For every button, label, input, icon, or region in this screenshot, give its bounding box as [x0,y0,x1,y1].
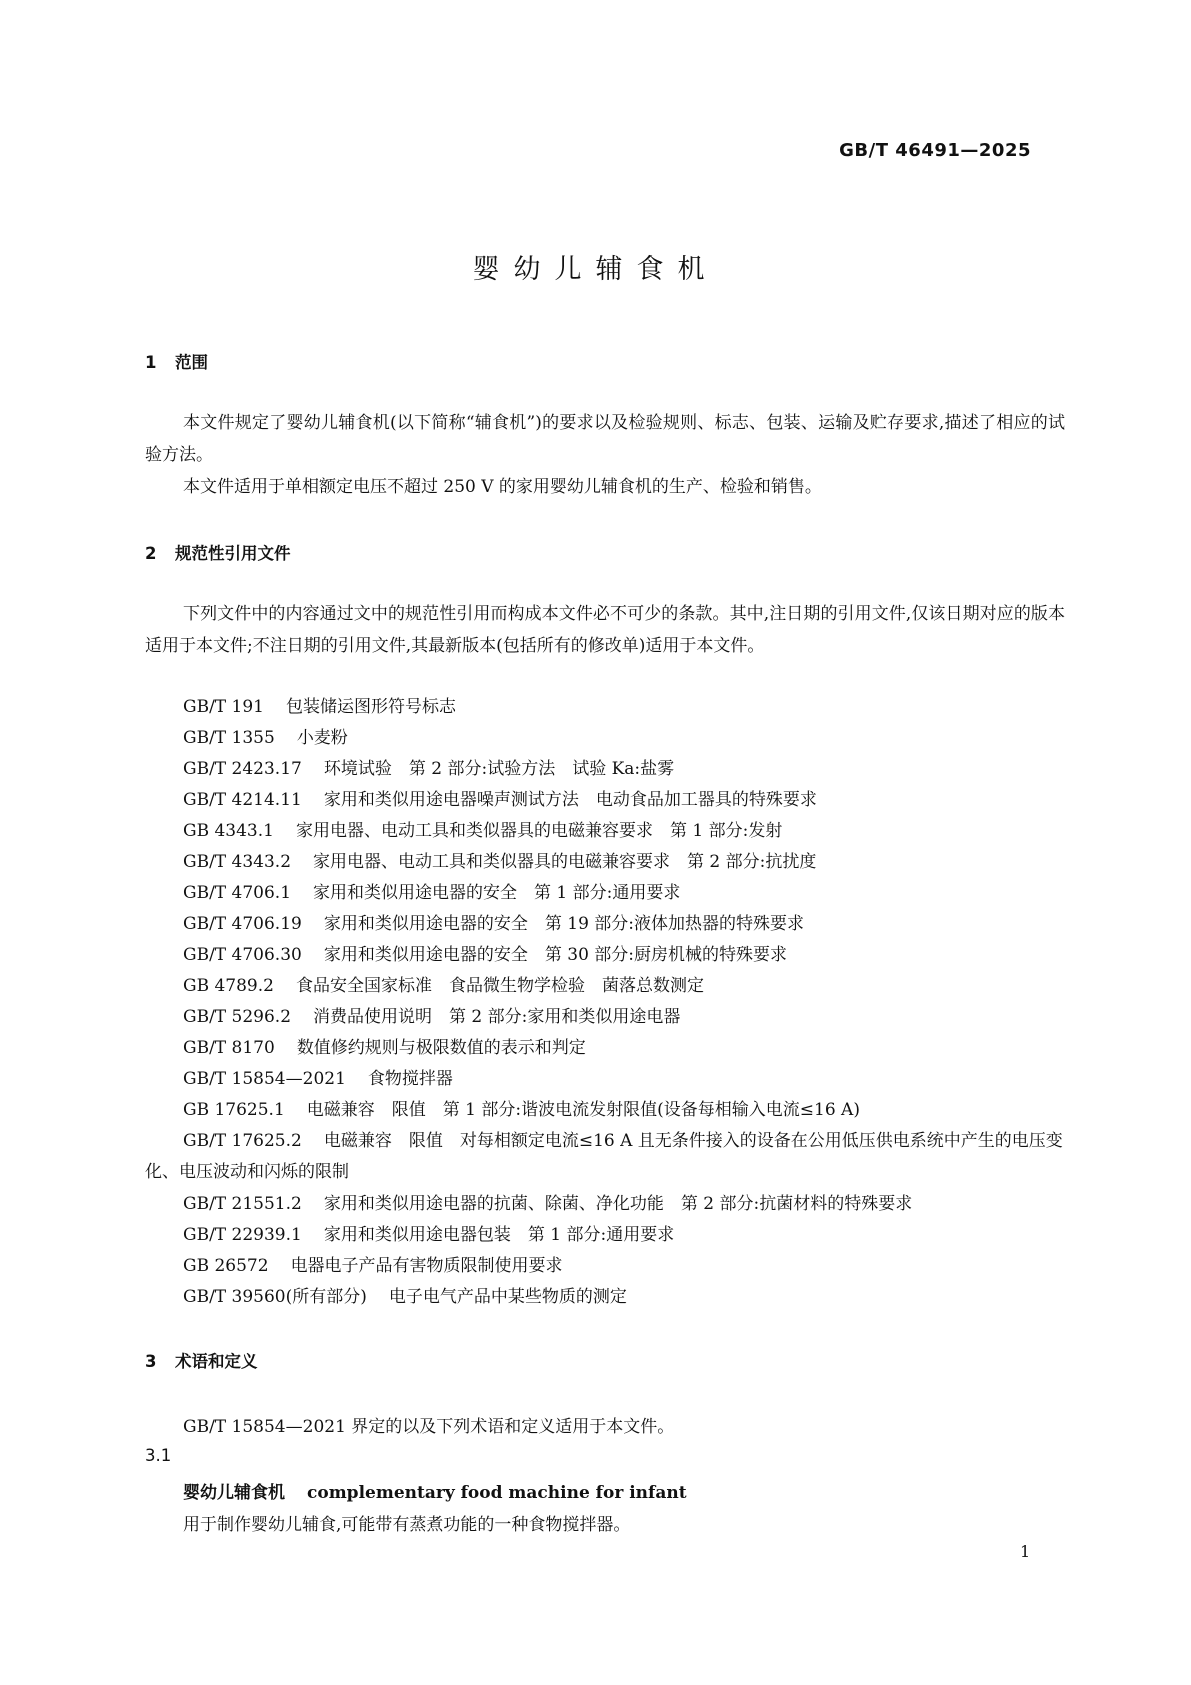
reference-title: 食品安全国家标准 食品微生物学检验 菌落总数测定 [295,976,704,996]
term-name-en: complementary food machine for infant [307,1483,687,1503]
reference-title: 电器电子产品有害物质限制使用要求 [290,1256,563,1276]
section-heading-terms [145,1348,258,1372]
reference-code: GB/T 2423.17 [183,759,302,779]
reference-code: GB 17625.1 [183,1100,285,1120]
reference-item [183,1189,912,1220]
section-number: 1 [145,353,157,372]
reference-title: 包装储运图形符号标志 [286,697,456,717]
standard-code: GB/T 46491—2025 [839,140,1031,161]
reference-title: 电磁兼容 限值 第 1 部分:谐波电流发射限值(设备每相输入电流≤16 A) [306,1100,860,1120]
term-number: 3.1 [145,1446,172,1465]
reference-title: 电磁兼容 限值 对每相额定电流≤16 A 且无条件接入的设备在公用低压供电系统中产生的电压变化、电压波动和闪烁的限制 [145,1131,1063,1182]
reference-title: 家用和类似用途电器包装 第 1 部分:通用要求 [323,1225,675,1245]
document-title: 婴幼儿辅食机 [472,254,719,285]
reference-code: GB 4343.1 [183,821,274,841]
reference-title: 环境试验 第 2 部分:试验方法 试验 Ka:盐雾 [323,759,675,779]
reference-title: 小麦粉 [296,728,348,748]
reference-item [183,1282,627,1313]
scope-paragraph-1: 本文件规定了婴幼儿辅食机(以下简称“辅食机”)的要求以及检验规则、标志、包装、运输及贮存要求,描述了相应的试验方法。 [145,413,1065,465]
reference-item [183,971,704,1002]
reference-item [183,1220,674,1251]
reference-title: 消费品使用说明 第 2 部分:家用和类似用途电器 [313,1007,681,1027]
reference-item-wrapped [145,1126,1065,1188]
section-title: 范围 [175,353,208,372]
reference-title: 家用和类似用途电器的安全 第 19 部分:液体加热器的特殊要求 [323,914,805,934]
reference-code: GB/T 4706.19 [183,914,302,934]
reference-title: 家用电器、电动工具和类似器具的电磁兼容要求 第 1 部分:发射 [295,821,783,841]
scope-paragraph-2: 本文件适用于单相额定电压不超过 250 V 的家用婴幼儿辅食机的生产、检验和销售。 [183,477,822,497]
reference-title: 食物搅拌器 [367,1069,453,1089]
reference-code: GB/T 21551.2 [183,1194,302,1214]
reference-code: GB/T 4706.1 [183,883,292,903]
reference-title: 家用和类似用途电器的安全 第 30 部分:厨房机械的特殊要求 [323,945,788,965]
reference-code: GB/T 17625.2 [183,1131,302,1151]
section-title: 规范性引用文件 [175,544,291,563]
reference-code: GB/T 5296.2 [183,1007,292,1027]
section-heading-scope [145,349,208,373]
terms-intro: GB/T 15854—2021 界定的以及下列术语和定义适用于本文件。 [183,1417,675,1437]
section-heading-normative-refs [145,540,291,564]
reference-title: 数值修约规则与极限数值的表示和判定 [296,1038,586,1058]
reference-item [183,909,804,940]
section-number: 2 [145,544,157,563]
reference-item [183,1251,563,1282]
reference-item [183,723,348,754]
reference-code: GB/T 39560(所有部分) [183,1287,367,1307]
reference-item [183,940,787,971]
reference-item [183,1064,453,1095]
reference-title: 电子电气产品中某些物质的测定 [388,1287,627,1307]
reference-title: 家用和类似用途电器的抗菌、除菌、净化功能 第 2 部分:抗菌材料的特殊要求 [323,1194,913,1214]
reference-item [183,847,816,878]
reference-item [183,1002,680,1033]
reference-code: GB/T 22939.1 [183,1225,302,1245]
reference-item [183,692,456,723]
reference-title: 家用和类似用途电器噪声测试方法 电动食品加工器具的特殊要求 [323,790,817,810]
section-number: 3 [145,1352,157,1371]
reference-code: GB/T 4706.30 [183,945,302,965]
reference-item [183,754,674,785]
reference-code: GB/T 191 [183,697,264,717]
page-number: 1 [1020,1542,1031,1561]
term-heading [183,1478,687,1503]
section-title: 术语和定义 [175,1352,258,1371]
reference-code: GB/T 1355 [183,728,275,748]
reference-title: 家用电器、电动工具和类似器具的电磁兼容要求 第 2 部分:抗扰度 [313,852,817,872]
reference-code: GB 4789.2 [183,976,274,996]
reference-item [183,1095,860,1126]
reference-title: 家用和类似用途电器的安全 第 1 部分:通用要求 [313,883,681,903]
reference-code: GB/T 4214.11 [183,790,302,810]
term-name-zh: 婴幼儿辅食机 [183,1483,285,1503]
reference-item [183,785,817,816]
normative-refs-intro: 下列文件中的内容通过文中的规范性引用而构成本文件必不可少的条款。其中,注日期的引用文件,仅该日期对应的版本适用于本文件;不注日期的引用文件,其最新版本(包括所有的修改单)适用于本文件。 [145,604,1065,656]
reference-code: GB/T 4343.2 [183,852,292,872]
reference-code: GB/T 8170 [183,1038,275,1058]
reference-item [183,1033,586,1064]
reference-code: GB 26572 [183,1256,269,1276]
reference-item [183,816,782,847]
reference-item [183,878,680,909]
reference-code: GB/T 15854—2021 [183,1069,346,1089]
term-definition: 用于制作婴幼儿辅食,可能带有蒸煮功能的一种食物搅拌器。 [183,1515,631,1535]
